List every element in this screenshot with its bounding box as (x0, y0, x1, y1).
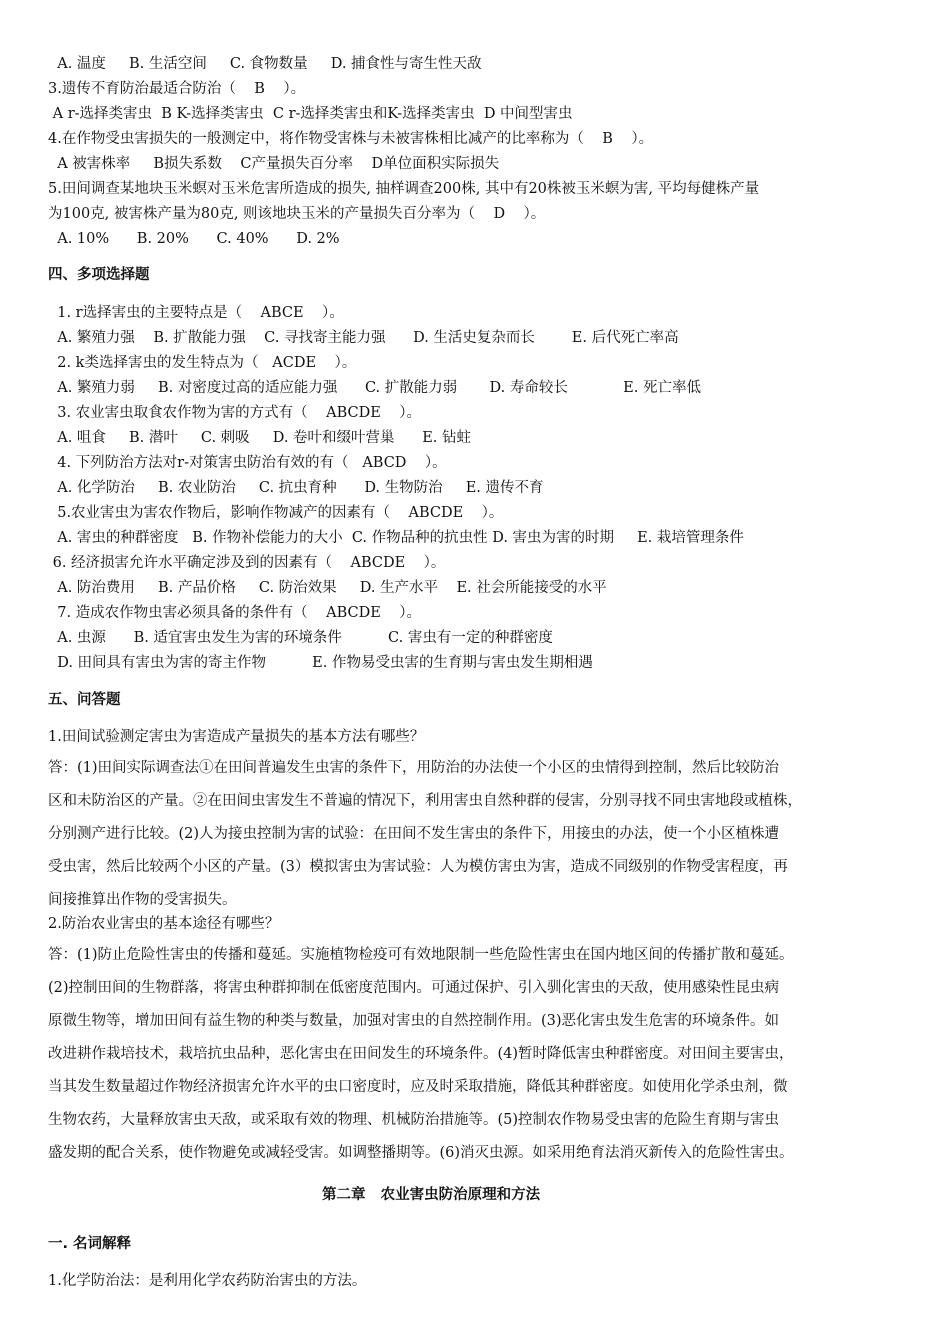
mc4-options: A. 化学防治 B. 农业防治 C. 抗虫育种 D. 生物防治 E. 遗传不育 (48, 480, 544, 496)
mc2-options: A. 繁殖力弱 B. 对密度过高的适应能力强 C. 扩散能力弱 D. 寿命较长 E. 死亡率低 (48, 380, 701, 396)
mc6-options: A. 防治费用 B. 产品价格 C. 防治效果 D. 生产水平 E. 社会所能接受的水平 (48, 580, 607, 596)
mc1-options: A. 繁殖力强 B. 扩散能力强 C. 寻找寄主能力强 D. 生活史复杂而长 E. 后代死亡率高 (48, 330, 679, 346)
mc3-question: 3. 农业害虫取食农作物为害的方式有（ ABCDE ）。 (48, 405, 421, 421)
q5-question-line2: 为100克, 被害株产量为80克, 则该地块玉米的产量损失百分率为（ D ）。 (48, 206, 546, 222)
qa2-answer-line7: 盛发期的配合关系，使作物避免或减轻受害。如调整播期等。(6)消灭虫源。如采用绝育法消灭新传入的危险性害虫。 (48, 1145, 794, 1161)
q5-options: A. 10% B. 20% C. 40% D. 2% (48, 231, 340, 247)
mc5-question: 5.农业害虫为害农作物后，影响作物减产的因素有（ ABCDE ）。 (48, 505, 504, 521)
q2-options: A. 温度 B. 生活空间 C. 食物数量 D. 捕食性与寄生性天敌 (48, 56, 482, 72)
qa1-answer-line3: 分别测产进行比较。(2)人为接虫控制为害的试验：在田间不发生害虫的条件下，用接虫的办法，使一个小区植株遭 (48, 826, 780, 842)
q3-question: 3.遗传不育防治最适合防治（ B ）。 (48, 81, 306, 97)
qa2-question: 2.防治农业害虫的基本途径有哪些？ (48, 916, 280, 932)
q3-options: A r-选择类害虫 B K-选择类害虫 C r-选择类害虫和K-选择类害虫 D 中间型害虫 (48, 106, 573, 122)
section-heading-qa: 五、问答题 (48, 692, 121, 708)
mc6-question: 6. 经济损害允许水平确定涉及到的因素有（ ABCDE ）。 (48, 555, 446, 571)
qa2-answer-line5: 当其发生数量超过作物经济损害允许水平的虫口密度时，应及时采取措施，降低其种群密度。如使用化学杀虫剂，微 (48, 1079, 788, 1095)
q5-question-line1: 5.田间调查某地块玉米螟对玉米危害所造成的损失, 抽样调查200株, 其中有20株被玉米螟为害, 平均每健株产量 (48, 181, 760, 197)
mc3-options: A. 咀食 B. 潜叶 C. 刺吸 D. 卷叶和缀叶营巢 E. 钻蛀 (48, 430, 471, 446)
definition-chemical-control: 1.化学防治法：是利用化学农药防治害虫的方法。 (48, 1273, 367, 1289)
qa2-answer-line2: (2)控制田间的生物群落，将害虫种群抑制在低密度范围内。可通过保护、引入驯化害虫的天敌，使用感染性昆虫病 (48, 980, 780, 996)
qa1-answer-line2: 区和未防治区的产量。②在田间虫害发生不普遍的情况下，利用害虫自然种群的侵害，分别寻找不同虫害地段或植株， (48, 793, 802, 809)
mc7-question: 7. 造成农作物虫害必须具备的条件有（ ABCDE ）。 (48, 605, 421, 621)
q4-question: 4.在作物受虫害损失的一般测定中，将作物受害株与未被害株相比减产的比率称为（ B ）。 (48, 131, 654, 147)
qa2-answer-line3: 原微生物等，增加田间有益生物的种类与数量，加强对害虫的自然控制作用。(3)恶化害虫发生危害的环境条件。如 (48, 1013, 780, 1029)
qa1-question: 1.田间试验测定害虫为害造成产量损失的基本方法有哪些？ (48, 729, 425, 745)
qa2-answer-line4: 改进耕作栽培技术，栽培抗虫品种，恶化害虫在田间发生的环境条件。(4)暂时降低害虫种群密度。对田间主要害虫， (48, 1046, 794, 1062)
section-heading-definitions: 一. 名词解释 (48, 1236, 132, 1252)
mc4-question: 4. 下列防治方法对r-对策害虫防治有效的有（ ABCD ）。 (48, 455, 447, 471)
qa1-answer-line1: 答：(1)田间实际调查法①在田间普遍发生虫害的条件下，用防治的办法使一个小区的虫情得到控制，然后比较防治 (48, 760, 780, 776)
qa2-answer-line6: 生物农药，大量释放害虫天敌，或采取有效的物理、机械防治措施等。(5)控制农作物易受虫害的危险生育期与害虫 (48, 1112, 780, 1128)
qa1-answer-line5: 间接推算出作物的受害损失。 (48, 892, 237, 908)
section-heading-multiple-choice: 四、多项选择题 (48, 267, 150, 283)
mc2-question: 2. k类选择害虫的发生特点为（ ACDE ）。 (48, 355, 357, 371)
qa1-answer-line4: 受虫害，然后比较两个小区的产量。(3）模拟害虫为害试验：人为模仿害虫为害，造成不同级别的作物受害程度，再 (48, 859, 788, 875)
mc1-question: 1. r选择害虫的主要特点是（ ABCE ）。 (48, 305, 344, 321)
mc7-options-line2: D. 田间具有害虫为害的寄主作物 E. 作物易受虫害的生育期与害虫发生期相遇 (48, 655, 593, 671)
chapter-title: 第二章 农业害虫防治原理和方法 (322, 1187, 541, 1203)
mc5-options: A. 害虫的种群密度 B. 作物补偿能力的大小 C. 作物品种的抗虫性 D. 害虫为害的时期 E. 栽培管理条件 (48, 530, 744, 546)
qa2-answer-line1: 答：(1)防止危险性害虫的传播和蔓延。实施植物检疫可有效地限制一些危险性害虫在国内地区间的传播扩散和蔓延。 (48, 947, 794, 963)
mc7-options-line1: A. 虫源 B. 适宜害虫发生为害的环境条件 C. 害虫有一定的种群密度 (48, 630, 553, 646)
q4-options: A 被害株率 B损失系数 C产量损失百分率 D单位面积实际损失 (48, 156, 500, 172)
